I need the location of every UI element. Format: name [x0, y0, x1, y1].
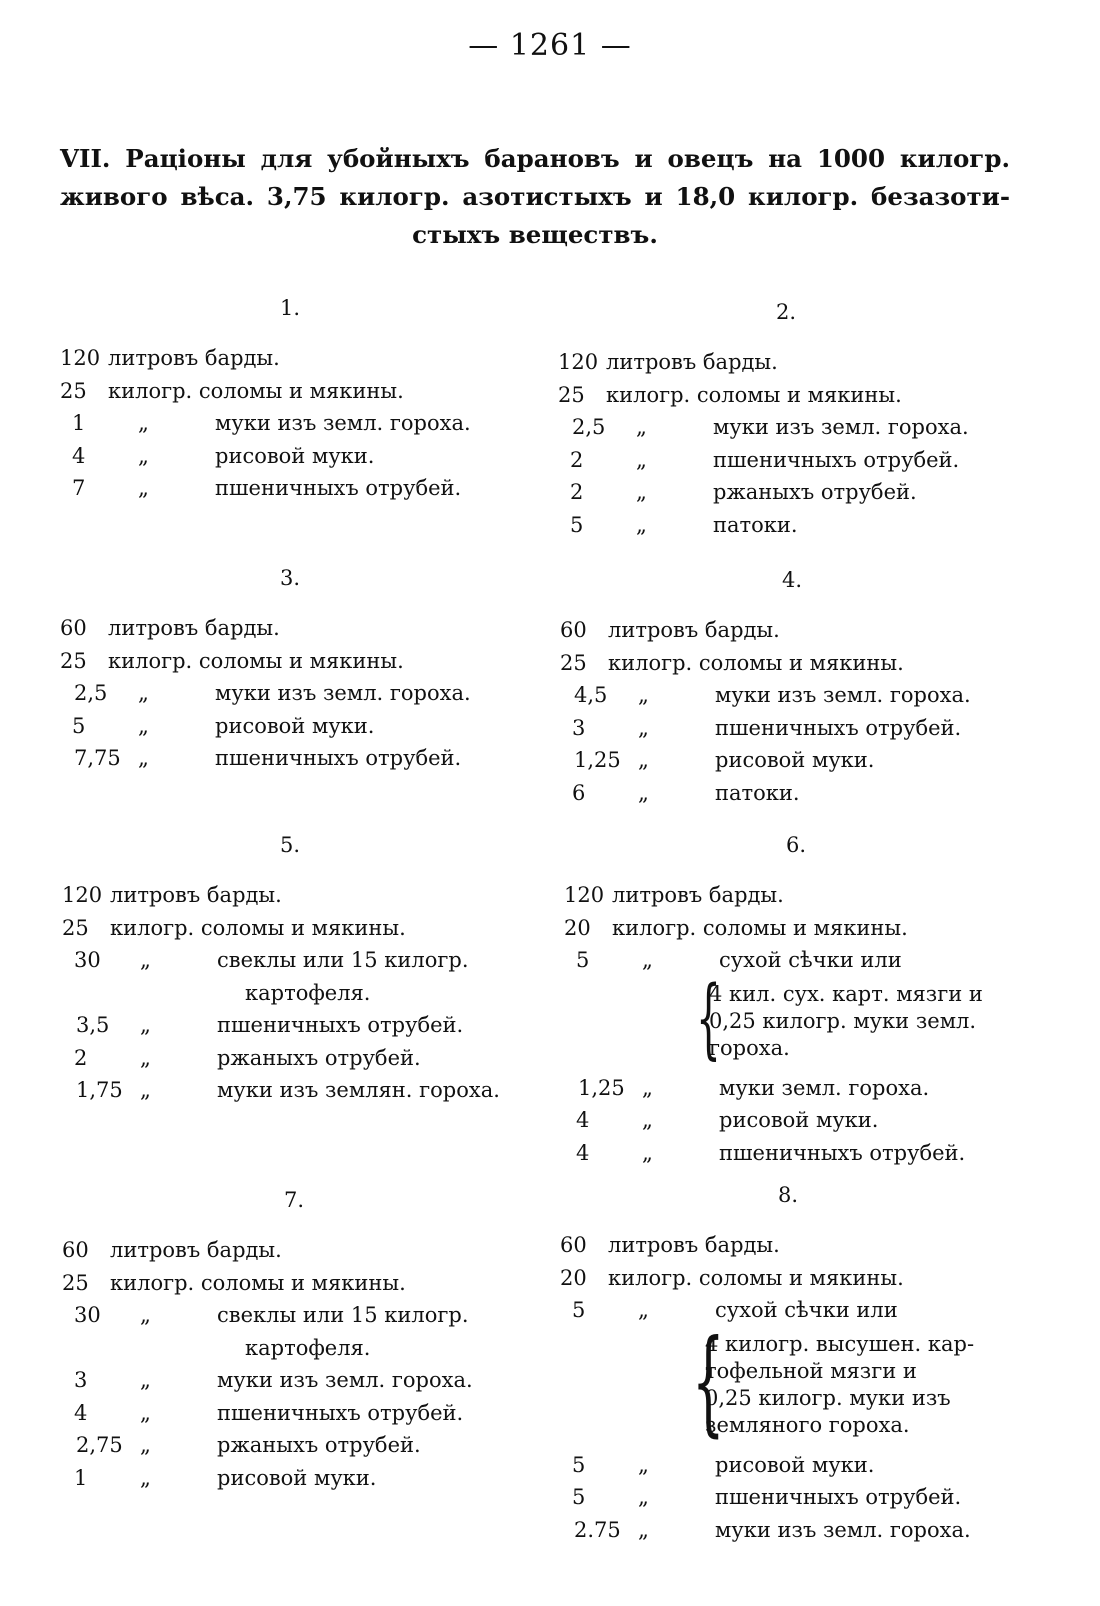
quantity: 3 — [74, 1368, 88, 1392]
quantity: 4 — [74, 1400, 88, 1425]
ditto-mark: „ — [140, 948, 151, 972]
ingredient: пшеничныхъ отрубей. — [719, 1140, 966, 1165]
ditto-mark: „ — [140, 1465, 151, 1490]
ditto-mark: „ — [638, 1452, 649, 1477]
ingredient: килогр. соломы и мякины. — [110, 915, 406, 940]
ingredient: муки изъ земл. гороха. — [215, 681, 471, 705]
ration-number: 8. — [778, 1183, 799, 1207]
quantity: 1,25 — [574, 748, 621, 772]
ditto-mark: „ — [140, 1368, 151, 1392]
quantity: 3 — [572, 715, 586, 740]
ditto-mark: „ — [636, 480, 647, 504]
quantity: 120 — [564, 883, 605, 907]
quantity: 60 — [62, 1238, 89, 1262]
ditto-mark: „ — [642, 1140, 653, 1165]
ditto-mark: „ — [138, 713, 149, 738]
ingredient: пшеничныхъ отрубей. — [217, 1013, 464, 1037]
ditto-mark: „ — [638, 683, 649, 707]
quantity: 30 — [74, 948, 101, 972]
ingredient: литровъ барды. — [110, 883, 282, 907]
ditto-mark: „ — [140, 1433, 151, 1457]
ingredient: муки земл. гороха. — [719, 1075, 930, 1100]
ingredient-continuation: картофеля. — [245, 1335, 371, 1360]
ingredient: литровъ барды. — [606, 350, 778, 374]
ingredient: пшеничныхъ отрубей. — [217, 1400, 464, 1425]
ingredient-continuation: картофеля. — [245, 980, 371, 1005]
quantity: 3,5 — [76, 1013, 110, 1037]
quantity: 5 — [572, 1298, 586, 1322]
ingredient: рисовой муки. — [715, 748, 875, 772]
title-line-1: VII. Раціоны для убойныхъ барановъ и овецъ на 1000 килогр. — [60, 144, 1010, 173]
quantity: 1 — [72, 411, 86, 435]
ingredient: пшеничныхъ отрубей. — [715, 715, 962, 740]
quantity: 2,5 — [74, 681, 108, 705]
quantity: 25 — [558, 382, 585, 407]
quantity: 60 — [560, 618, 587, 642]
bracketed-line: 0,25 килогр. муки изъ — [705, 1385, 951, 1410]
quantity: 120 — [62, 883, 103, 907]
ingredient: муки изъ землян. гороха. — [217, 1078, 500, 1102]
quantity: 2 — [74, 1045, 88, 1070]
quantity: 1,75 — [76, 1078, 123, 1102]
ingredient: килогр. соломы и мякины. — [108, 648, 404, 673]
ingredient: килогр. соломы и мякины. — [608, 1265, 904, 1290]
ditto-mark: „ — [138, 411, 149, 435]
quantity: 2 — [570, 480, 584, 504]
ingredient: литровъ барды. — [110, 1238, 282, 1262]
page-number: — 1261 — — [468, 28, 632, 63]
ration-number: 6. — [786, 833, 807, 857]
ditto-mark: „ — [638, 1298, 649, 1322]
quantity: 25 — [60, 648, 87, 673]
quantity: 120 — [60, 346, 101, 370]
ingredient: сухой сѣчки или — [719, 948, 902, 972]
quantity: 2 — [570, 447, 584, 472]
ingredient: пшеничныхъ отрубей. — [715, 1485, 962, 1509]
title-line-3: стыхъ веществъ. — [412, 220, 658, 249]
ditto-mark: „ — [636, 415, 647, 439]
ditto-mark: „ — [138, 476, 149, 500]
quantity: 25 — [62, 1270, 89, 1295]
ingredient: муки изъ земл. гороха. — [215, 411, 471, 435]
quantity: 4 — [72, 443, 86, 468]
quantity: 4,5 — [574, 683, 608, 707]
ditto-mark: „ — [138, 746, 149, 770]
ingredient: килогр. соломы и мякины. — [606, 382, 902, 407]
ingredient: муки изъ земл. гороха. — [715, 683, 971, 707]
ingredient: литровъ барды. — [608, 618, 780, 642]
quantity: 2.75 — [574, 1517, 621, 1542]
ditto-mark: „ — [138, 443, 149, 468]
ingredient: пшеничныхъ отрубей. — [215, 476, 462, 500]
quantity: 4 — [576, 1108, 590, 1132]
ingredient: муки изъ земл. гороха. — [713, 415, 969, 439]
ingredient: килогр. соломы и мякины. — [110, 1270, 406, 1295]
quantity: 2,5 — [572, 415, 606, 439]
quantity: 1,25 — [578, 1075, 625, 1100]
ingredient: сухой сѣчки или — [715, 1298, 898, 1322]
ingredient: рисовой муки. — [217, 1465, 377, 1490]
ingredient: литровъ барды. — [108, 616, 280, 640]
quantity: 25 — [560, 650, 587, 675]
ingredient: килогр. соломы и мякины. — [608, 650, 904, 675]
quantity: 30 — [74, 1303, 101, 1327]
ingredient: рисовой муки. — [215, 713, 375, 738]
ingredient: свеклы или 15 килогр. — [217, 1303, 469, 1327]
ditto-mark: „ — [642, 1075, 653, 1100]
bracketed-line: 0,25 килогр. муки земл. — [709, 1008, 977, 1033]
quantity: 7 — [72, 476, 86, 500]
quantity: 5 — [572, 1452, 586, 1477]
section-title — [60, 140, 1010, 254]
ingredient: муки изъ земл. гороха. — [715, 1517, 971, 1542]
bracketed-line: 4 килогр. высушен. кар- — [705, 1331, 975, 1356]
quantity: 20 — [564, 915, 591, 940]
quantity: 1 — [74, 1465, 88, 1490]
ditto-mark: „ — [138, 681, 149, 705]
quantity: 5 — [572, 1485, 586, 1509]
ditto-mark: „ — [636, 512, 647, 537]
title-line-2: живого вѣса. 3,75 килогр. азотистыхъ и 18,0 килогр. безазоти- — [60, 182, 1010, 211]
ingredient: ржаныхъ отрубей. — [217, 1433, 421, 1457]
ditto-mark: „ — [638, 780, 649, 805]
quantity: 20 — [560, 1265, 587, 1290]
bracketed-line: тофельной мязги и — [705, 1358, 917, 1383]
ingredient: килогр. соломы и мякины. — [612, 915, 908, 940]
bracketed-alternative — [705, 1331, 974, 1439]
quantity: 5 — [576, 948, 590, 972]
bracketed-line: 4 кил. сух. карт. мязги и — [709, 981, 983, 1006]
ditto-mark: „ — [140, 1078, 151, 1102]
bracketed-line: земляного гороха. — [705, 1412, 910, 1437]
quantity: 5 — [570, 512, 584, 537]
ration-number: 3. — [280, 566, 301, 590]
quantity: 5 — [72, 713, 86, 738]
bracketed-line: гороха. — [709, 1035, 790, 1060]
ditto-mark: „ — [638, 748, 649, 772]
ingredient: литровъ барды. — [608, 1233, 780, 1257]
ingredient: рисовой муки. — [215, 443, 375, 468]
quantity: 6 — [572, 780, 586, 805]
ditto-mark: „ — [140, 1045, 151, 1070]
ditto-mark: „ — [140, 1303, 151, 1327]
ration-number: 5. — [280, 833, 301, 857]
ditto-mark: „ — [642, 948, 653, 972]
ditto-mark: „ — [140, 1013, 151, 1037]
ingredient: рисовой муки. — [715, 1452, 875, 1477]
ditto-mark: „ — [636, 447, 647, 472]
ingredient: ржаныхъ отрубей. — [713, 480, 917, 504]
ditto-mark: „ — [642, 1108, 653, 1132]
ingredient: килогр. соломы и мякины. — [108, 378, 404, 403]
ration-number: 7. — [284, 1188, 305, 1212]
ingredient: муки изъ земл. гороха. — [217, 1368, 473, 1392]
quantity: 60 — [60, 616, 87, 640]
ration-number: 1. — [280, 296, 301, 320]
ingredient: пшеничныхъ отрубей. — [713, 447, 960, 472]
ingredient: рисовой муки. — [719, 1108, 879, 1132]
ration-number: 4. — [782, 568, 803, 592]
ingredient: свеклы или 15 килогр. — [217, 948, 469, 972]
quantity: 2,75 — [76, 1433, 123, 1457]
quantity: 4 — [576, 1140, 590, 1165]
quantity: 25 — [60, 378, 87, 403]
brace-icon: { — [692, 1314, 725, 1448]
ration-number: 2. — [776, 300, 797, 324]
ingredient: ржаныхъ отрубей. — [217, 1045, 421, 1070]
ingredient: патоки. — [715, 780, 800, 805]
ditto-mark: „ — [638, 1517, 649, 1542]
ditto-mark: „ — [140, 1400, 151, 1425]
ditto-mark: „ — [638, 715, 649, 740]
ingredient: литровъ барды. — [612, 883, 784, 907]
quantity: 60 — [560, 1233, 587, 1257]
ingredient: пшеничныхъ отрубей. — [215, 746, 462, 770]
bracketed-alternative — [709, 981, 983, 1062]
quantity: 25 — [62, 915, 89, 940]
quantity: 7,75 — [74, 746, 121, 770]
ingredient: патоки. — [713, 512, 798, 537]
quantity: 120 — [558, 350, 599, 374]
ingredient: литровъ барды. — [108, 346, 280, 370]
ditto-mark: „ — [638, 1485, 649, 1509]
brace-icon: { — [696, 966, 721, 1069]
